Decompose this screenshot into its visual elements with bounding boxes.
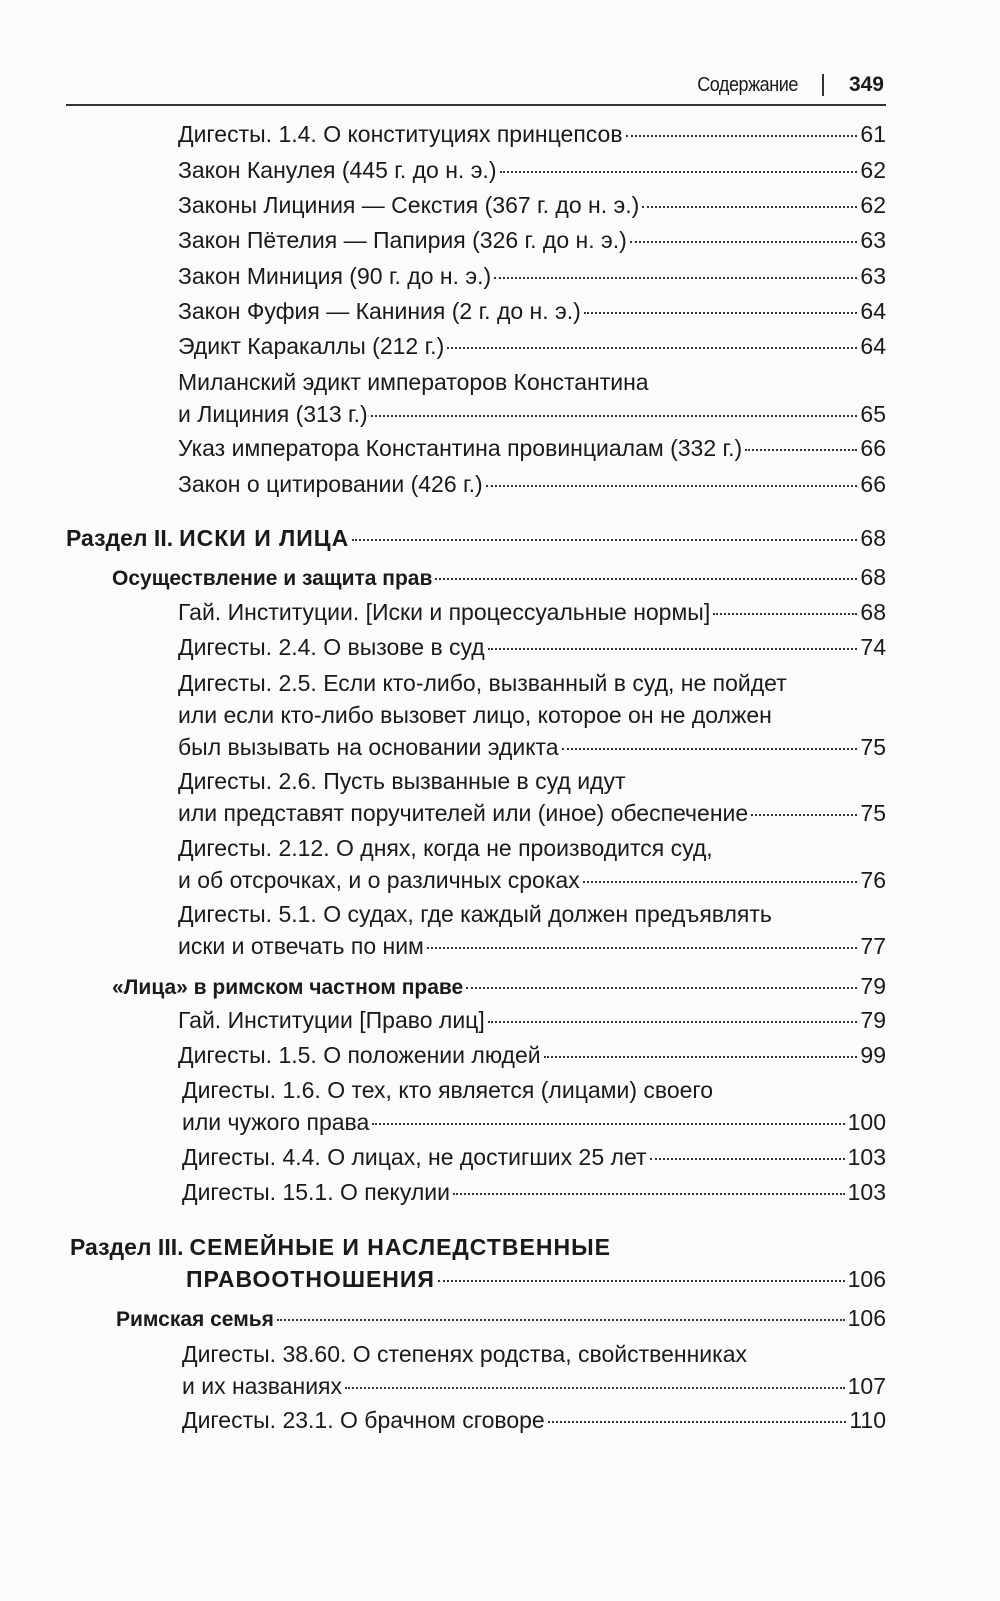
toc-item: [178, 898, 886, 962]
entry-line: [182, 1074, 886, 1106]
entry-title: и их названиях: [182, 1373, 343, 1399]
dot-leader: [486, 485, 858, 487]
toc-item: [178, 154, 886, 186]
entry-line: [178, 832, 886, 864]
page-number: 76: [860, 867, 886, 893]
entry-line: [116, 1302, 886, 1336]
header-title: Содержание: [697, 74, 798, 96]
entry-title: или если кто-либо вызовет лицо, которое он не должен: [178, 702, 772, 728]
entry-title: Дигесты. 15.1. О пекулии: [182, 1179, 450, 1205]
toc-item: [182, 1176, 886, 1208]
dot-leader: [488, 1021, 858, 1023]
entry-line: [178, 432, 886, 464]
page-number: 68: [860, 564, 886, 590]
entry-line: [178, 224, 886, 256]
entry-title: был вызывать на основании эдикта: [178, 734, 559, 760]
toc-item: [178, 631, 886, 663]
dot-leader: [544, 1056, 858, 1058]
dot-leader: [345, 1387, 845, 1389]
toc-item: [178, 366, 886, 430]
dot-leader: [372, 1123, 844, 1125]
dot-leader: [352, 539, 857, 541]
dot-leader: [371, 415, 858, 417]
entry-title: иски и отвечать по ним: [178, 933, 424, 959]
page-number: 79: [860, 973, 886, 999]
entry-title: Гай. Институции [Право лиц]: [178, 1007, 485, 1033]
entry-line: [112, 970, 886, 1004]
entry-line: [178, 731, 886, 763]
entry-line: [178, 797, 886, 829]
toc-item: [178, 1004, 886, 1036]
page-number: 100: [847, 1109, 886, 1135]
page-number: 66: [860, 471, 886, 497]
dot-leader: [277, 1319, 845, 1321]
toc-item: [182, 1074, 886, 1138]
toc-item: [178, 468, 886, 500]
entry-title: ИСКИ И ЛИЦА: [179, 525, 350, 551]
section-prefix: Раздел II.: [66, 525, 174, 551]
page-number: 103: [847, 1179, 886, 1205]
running-header: [66, 70, 886, 106]
page-number: 68: [860, 525, 886, 551]
page-number: 106: [847, 1305, 886, 1331]
dot-leader: [435, 578, 857, 580]
entry-line: [182, 1176, 886, 1208]
page-number: 103: [847, 1144, 886, 1170]
dot-leader: [751, 814, 857, 816]
entry-title: Осуществление и защита прав: [112, 567, 433, 590]
page-number: 106: [847, 1266, 886, 1292]
entry-line: [178, 366, 886, 398]
entry-title: Дигесты. 2.4. О вызове в суд: [178, 634, 485, 660]
toc-item: [178, 295, 886, 327]
dot-leader: [583, 881, 858, 883]
entry-title: или представят поручителей или (иное) обеспечение: [178, 800, 749, 826]
page-number: 61: [860, 121, 886, 147]
toc-item: [178, 596, 886, 628]
entry-line: [178, 260, 886, 292]
entry-line: [178, 398, 886, 430]
entry-line: [182, 1338, 886, 1370]
page-number: 65: [860, 401, 886, 427]
entry-line: [182, 1404, 886, 1436]
entry-title: Дигесты. 38.60. О степенях родства, свойственниках: [182, 1341, 747, 1367]
entry-line: [178, 154, 886, 186]
entry-title: Миланский эдикт императоров Константина: [178, 369, 649, 395]
entry-title: Дигесты. 1.6. О тех, кто является (лицами) своего: [182, 1077, 714, 1103]
dot-leader: [488, 648, 858, 650]
entry-title: Дигесты. 23.1. О брачном сговоре: [182, 1407, 545, 1433]
page-number: 68: [860, 599, 886, 625]
page-number: 63: [860, 227, 886, 253]
entry-title: ПРАВООТНОШЕНИЯ: [186, 1266, 435, 1292]
entry-title: Римская семья: [116, 1308, 274, 1331]
page-number: 75: [860, 800, 886, 826]
entry-title: Дигесты. 5.1. О судах, где каждый должен предъявлять: [178, 901, 772, 927]
header-page-number: 349: [848, 73, 884, 96]
entry-title: Закон Пётелия — Папирия (326 г. до н. э.): [178, 227, 627, 253]
toc-item: [182, 1404, 886, 1436]
entry-line: [178, 898, 886, 930]
page-number: 74: [860, 634, 886, 660]
entry-line: [66, 522, 886, 554]
toc-item: [182, 1338, 886, 1402]
toc-section: [70, 1231, 886, 1295]
toc-item: [182, 1141, 886, 1173]
entry-title: Эдикт Каракаллы (212 г.): [178, 333, 445, 359]
toc-item: [178, 832, 886, 896]
page-number: 62: [860, 192, 886, 218]
entry-title: Законы Лициния — Секстия (367 г. до н. э.): [178, 192, 640, 218]
entry-title: СЕМЕЙНЫЕ И НАСЛЕДСТВЕННЫЕ: [189, 1234, 611, 1260]
entry-line: [182, 1141, 886, 1173]
dot-leader: [650, 1158, 845, 1160]
dot-leader: [745, 449, 857, 451]
page-number: 64: [860, 333, 886, 359]
header-separator: [822, 74, 824, 96]
entry-line: [178, 189, 886, 221]
dot-leader: [642, 206, 857, 208]
toc-section: [66, 522, 886, 554]
entry-line: [178, 596, 886, 628]
toc-item: [178, 118, 886, 150]
toc-item: [178, 765, 886, 829]
page-number: 63: [860, 263, 886, 289]
page-number: 99: [860, 1042, 886, 1068]
entry-line: [178, 118, 886, 150]
toc-item: [178, 260, 886, 292]
dot-leader: [626, 135, 858, 137]
dot-leader: [447, 347, 857, 349]
entry-line: [178, 699, 886, 731]
entry-line: [178, 930, 886, 962]
toc-item: [178, 224, 886, 256]
page-number: 77: [860, 933, 886, 959]
entry-line: [178, 765, 886, 797]
toc-item: [178, 189, 886, 221]
entry-title: Указ императора Константина провинциалам (332 г.): [178, 435, 743, 461]
entry-title: Дигесты. 1.4. О конституциях принцепсов: [178, 121, 623, 147]
page-number: 64: [860, 298, 886, 324]
entry-title: или чужого права: [182, 1109, 370, 1135]
dot-leader: [713, 613, 857, 615]
entry-line: [112, 561, 886, 595]
toc-item: [178, 432, 886, 464]
entry-line: [182, 1106, 886, 1138]
entry-line: [178, 864, 886, 896]
entry-line: [182, 1370, 886, 1402]
section-prefix: Раздел III.: [70, 1234, 184, 1260]
entry-title: Гай. Институции. [Иски и процессуальные нормы]: [178, 599, 711, 625]
dot-leader: [453, 1193, 845, 1195]
dot-leader: [562, 748, 858, 750]
entry-line: [178, 468, 886, 500]
toc-subsection: [112, 970, 886, 1004]
entry-title: Дигесты. 1.5. О положении людей: [178, 1042, 541, 1068]
dot-leader: [548, 1421, 847, 1423]
dot-leader: [630, 241, 858, 243]
toc-item: [178, 1039, 886, 1071]
entry-line: [178, 1004, 886, 1036]
page-number: 66: [860, 435, 886, 461]
entry-line: [178, 1039, 886, 1071]
entry-title: Дигесты. 2.12. О днях, когда не производится суд,: [178, 835, 713, 861]
dot-leader: [500, 171, 858, 173]
page-number: 107: [847, 1373, 886, 1399]
entry-line: [178, 667, 886, 699]
dot-leader: [494, 277, 857, 279]
entry-title: Закон Миниция (90 г. до н. э.): [178, 263, 492, 289]
entry-title: и Лициния (313 г.): [178, 401, 368, 427]
toc-item: [178, 330, 886, 362]
toc-subsection: [116, 1302, 886, 1336]
entry-title: «Лица» в римском частном праве: [112, 976, 464, 999]
entry-line: [70, 1231, 886, 1263]
page-number: 79: [860, 1007, 886, 1033]
entry-line: [178, 295, 886, 327]
entry-title: Дигесты. 2.6. Пусть вызванные в суд идут: [178, 768, 626, 794]
entry-title: Дигесты. 4.4. О лицах, не достигших 25 лет: [182, 1144, 647, 1170]
entry-line: [178, 631, 886, 663]
dot-leader: [466, 987, 857, 989]
toc-subsection: [112, 561, 886, 595]
entry-title: Дигесты. 2.5. Если кто-либо, вызванный в суд, не пойдет: [178, 670, 787, 696]
dot-leader: [438, 1280, 845, 1282]
page-number: 110: [849, 1407, 886, 1433]
dot-leader: [427, 947, 858, 949]
entry-title: Закон Канулея (445 г. до н. э.): [178, 157, 497, 183]
entry-title: и об отсрочках, и о различных сроках: [178, 867, 580, 893]
page-number: 62: [860, 157, 886, 183]
entry-line: [178, 330, 886, 362]
toc-item: [178, 667, 886, 763]
entry-line: [70, 1263, 886, 1295]
page-number: 75: [860, 734, 886, 760]
entry-title: Закон Фуфия — Каниния (2 г. до н. э.): [178, 298, 581, 324]
dot-leader: [584, 312, 858, 314]
entry-title: Закон о цитировании (426 г.): [178, 471, 483, 497]
